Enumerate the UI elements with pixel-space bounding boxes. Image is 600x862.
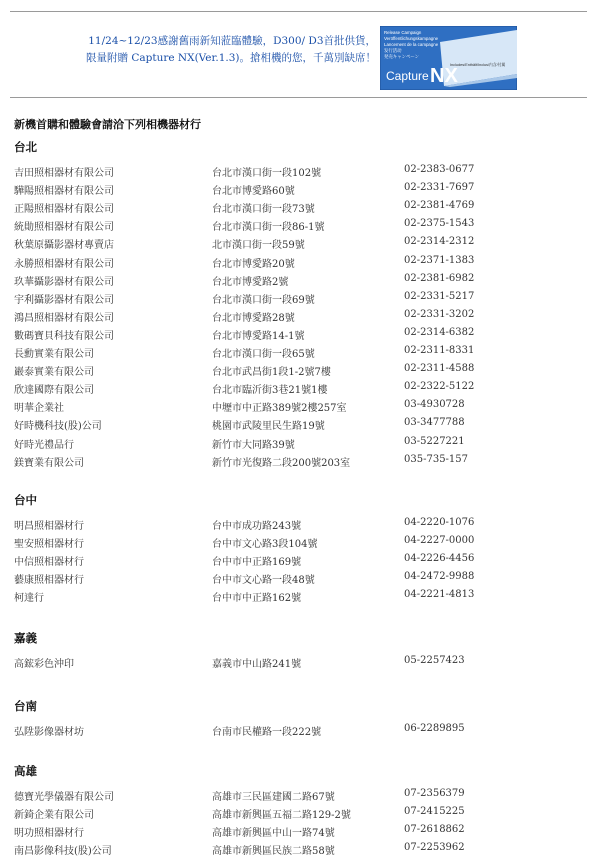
dealer-phone: 02-2381-4769 [404, 200, 475, 212]
dealer-address: 北市漢口街一段59號 [212, 240, 305, 252]
dealer-address: 桃園市武陵里民生路19號 [212, 421, 325, 433]
dealer-row [14, 655, 594, 673]
dealer-name: 正陽照相器材有限公司 [14, 204, 114, 216]
logo-line-5: 発売キャンペーン [384, 54, 420, 59]
dealer-row [14, 200, 594, 218]
dealer-phone: 02-2311-4588 [404, 363, 475, 375]
dealer-name: 明華企業社 [14, 403, 64, 415]
dealer-name: 藝康照相器材行 [14, 575, 84, 587]
dealer-row [14, 291, 594, 309]
dealer-address: 台南市民權路一段222號 [212, 727, 322, 738]
dealer-phone: 06-2289895 [404, 723, 465, 734]
dealer-phone: 04-2227-0000 [404, 535, 475, 547]
dealer-phone: 05-2257423 [404, 655, 465, 666]
dealer-address: 台中市文心路3段104號 [212, 539, 318, 551]
dealer-name: 新錡企業有限公司 [14, 810, 94, 822]
dealer-phone: 02-2383-0677 [404, 164, 475, 175]
dealer-row [14, 454, 594, 472]
dealer-address: 台北市博愛路20號 [212, 258, 295, 270]
dealer-row [14, 345, 594, 363]
dealer-name: 統勛照相器材有限公司 [14, 222, 114, 234]
dealer-row [14, 273, 594, 291]
dealer-phone: 02-2381-6982 [404, 272, 475, 284]
dealer-row [14, 309, 594, 327]
promo-line-1: 11/24~12/23感謝舊雨新知蒞臨體驗，D300/ D3首批供貨， [88, 35, 376, 47]
top-divider [10, 11, 587, 12]
dealer-row [14, 255, 594, 273]
dealer-row [14, 535, 594, 553]
dealer-phone: 02-2314-2312 [404, 236, 475, 248]
logo-brand-capture: Capture [386, 69, 429, 83]
region-heading: 嘉義 [14, 631, 37, 645]
dealer-row [14, 436, 594, 454]
dealer-phone: 02-2311-8331 [404, 345, 475, 356]
promo-text [80, 33, 376, 67]
dealer-phone: 02-2331-7697 [404, 182, 475, 194]
dealer-row [14, 589, 594, 607]
dealer-name: 驊陽照相器材有限公司 [14, 186, 114, 198]
dealer-row [14, 417, 594, 435]
dealer-name: 鎂寶業有限公司 [14, 457, 84, 469]
dealer-name: 明功照相器材行 [14, 828, 84, 840]
dealer-name: 宇利攝影器材有限公司 [14, 294, 114, 306]
dealer-name: 長勳實業有限公司 [14, 349, 94, 360]
dealer-address: 新竹市光復路二段200號203室 [212, 457, 351, 469]
dealer-address: 新竹市大同路39號 [212, 439, 295, 451]
logo-line-1: Release Campaign [384, 30, 422, 35]
dealer-row [14, 327, 594, 345]
dealer-name: 玖華攝影器材有限公司 [14, 276, 114, 288]
dealer-phone: 02-2314-6382 [404, 326, 475, 338]
dealer-row [14, 182, 594, 200]
dealer-address: 台北市臨沂街3巷21號1樓 [212, 385, 328, 397]
dealer-name: 秋葉原攝影器材專賣店 [14, 240, 114, 252]
dealer-address: 台北市博愛路28號 [212, 312, 295, 324]
dealer-address: 台北市漢口街一段65號 [212, 349, 315, 360]
campaign-banner [0, 22, 600, 94]
dealer-row [14, 788, 594, 806]
promo-line-2: 限量附贈 Capture NX(Ver.1.3)。搶相機的您，千萬別缺席！ [86, 52, 376, 64]
region-heading: 台北 [14, 140, 37, 154]
dealer-phone: 04-2472-9988 [404, 571, 475, 583]
region-heading: 台南 [14, 699, 37, 713]
dealer-name: 巖泰實業有限公司 [14, 367, 94, 379]
dealer-address: 高雄市三民區建國二路67號 [212, 792, 335, 803]
dealer-address: 嘉義市中山路241號 [212, 659, 302, 670]
dealer-row [14, 571, 594, 589]
dealer-phone: 035-735-157 [404, 453, 469, 465]
dealer-phone: 03-3477788 [404, 417, 465, 429]
dealer-row [14, 236, 594, 254]
dealer-phone: 03-4930728 [404, 399, 465, 411]
dealer-name: 柯達行 [14, 593, 44, 605]
dealer-address: 台中市成功路243號 [212, 521, 302, 532]
dealer-phone: 03-5227221 [404, 435, 465, 447]
logo-included: Includes/Enthält/Inclus/内含/付属 [450, 63, 506, 67]
dealer-row [14, 806, 594, 824]
dealer-address: 台北市漢口街一段86-1號 [212, 222, 325, 234]
dealer-name: 高鋐彩色沖印 [14, 659, 74, 670]
dealer-row [14, 164, 594, 182]
dealer-name: 欣達國際有限公司 [14, 385, 94, 397]
dealer-address: 台北市博愛路14-1號 [212, 330, 305, 342]
dealer-address: 台北市武昌街1段1-2號7樓 [212, 367, 331, 379]
dealer-name: 明昌照相器材行 [14, 521, 84, 532]
dealer-phone: 07-2415225 [404, 806, 465, 818]
dealer-phone: 02-2375-1543 [404, 218, 475, 230]
dealer-name: 好時機科技(股)公司 [14, 421, 102, 433]
dealer-name: 中信照相器材行 [14, 557, 84, 569]
dealer-address: 台北市漢口街一段102號 [212, 168, 322, 179]
dealer-address: 高雄市新興區民族二路58號 [212, 846, 335, 858]
dealer-phone: 07-2356379 [404, 788, 465, 799]
dealer-row [14, 363, 594, 381]
dealer-phone: 02-2322-5122 [404, 381, 475, 393]
logo-line-3: Lancement de la campagne [384, 42, 439, 47]
dealer-name: 聖安照相器材行 [14, 539, 84, 551]
logo-line-4: 发行活动 [384, 48, 402, 53]
dealer-phone: 07-2618862 [404, 824, 465, 836]
dealer-name: 南昌影像科技(股)公司 [14, 846, 112, 858]
dealer-address: 高雄市新興區五福二路129-2號 [212, 810, 351, 822]
dealer-phone: 04-2220-1076 [404, 517, 475, 528]
dealer-row [14, 218, 594, 236]
dealer-row [14, 517, 594, 535]
dealer-row [14, 399, 594, 417]
dealer-address: 台北市漢口街一段69號 [212, 294, 315, 306]
dealer-name: 好時光禮品行 [14, 439, 74, 451]
dealer-phone: 04-2221-4813 [404, 589, 475, 601]
dealer-name: 弘陞影像器材坊 [14, 727, 84, 738]
logo-line-2: Veröffentlichungskampagne [384, 36, 439, 41]
region-heading: 台中 [14, 493, 37, 507]
dealer-address: 台北市漢口街一段73號 [212, 204, 315, 216]
dealer-address: 台北市博愛路60號 [212, 186, 295, 198]
dealer-row [14, 842, 594, 860]
dealer-phone: 07-2253962 [404, 842, 465, 854]
dealer-address: 高雄市新興區中山一路74號 [212, 828, 335, 840]
dealer-address: 中壢市中正路389號2樓257室 [212, 403, 347, 415]
dealer-address: 台中市中正路169號 [212, 557, 302, 569]
dealer-row [14, 824, 594, 842]
dealer-name: 吉田照相器材有限公司 [14, 168, 114, 179]
logo-brand-nx: NX [430, 65, 458, 87]
dealer-row [14, 553, 594, 571]
dealer-address: 台中市文心路一段48號 [212, 575, 315, 587]
page-heading: 新機首購和體驗會請洽下列相機器材行 [14, 118, 201, 131]
banner-divider [10, 97, 587, 98]
dealer-name: 數碼寶貝科技有限公司 [14, 330, 114, 342]
dealer-name: 鴻昌照相器材有限公司 [14, 312, 114, 324]
dealer-phone: 02-2331-3202 [404, 308, 475, 320]
dealer-phone: 02-2371-1383 [404, 254, 475, 266]
dealer-row [14, 723, 594, 741]
dealer-name: 德寶光學儀器有限公司 [14, 792, 114, 803]
capture-nx-release-campaign-logo [380, 26, 517, 90]
dealer-address: 台北市博愛路2號 [212, 276, 289, 288]
region-heading: 高雄 [14, 764, 37, 778]
dealer-name: 永勝照相器材有限公司 [14, 258, 114, 270]
dealer-phone: 02-2331-5217 [404, 290, 475, 302]
dealer-row [14, 381, 594, 399]
dealer-phone: 04-2226-4456 [404, 553, 475, 565]
dealer-address: 台中市中正路162號 [212, 593, 302, 605]
